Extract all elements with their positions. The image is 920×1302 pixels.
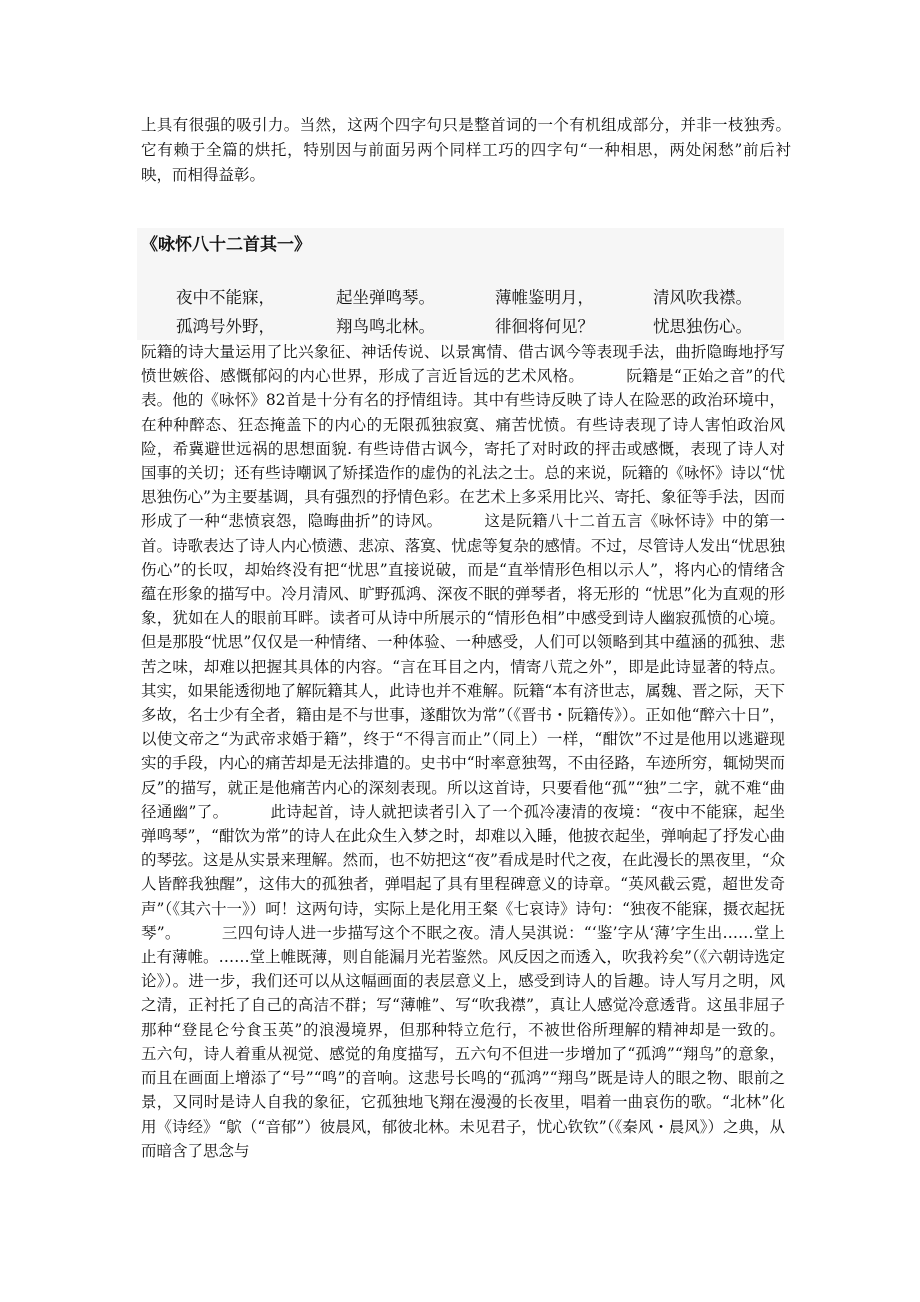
poem-verse: 孤鸿号外野， [176, 317, 275, 336]
poem-verse: 翔鸟鸣北林。 [336, 317, 435, 336]
poem-line-2 [176, 312, 796, 341]
poem-verse: 薄帷鉴明月， [495, 288, 594, 307]
poem-verse: 徘徊将何见？ [495, 317, 594, 336]
poem-line-1 [176, 283, 796, 312]
intro-section [141, 113, 791, 188]
poem-verse: 夜中不能寐， [176, 288, 275, 307]
poem-verse: 起坐弹鸣琴。 [336, 288, 435, 307]
poem-verse: 忧思独伤心。 [653, 317, 752, 336]
poem-block [176, 283, 796, 341]
essay-paragraph: 阮籍的诗大量运用了比兴象征、神话传说、以景寓情、借古讽今等表现手法，曲折隐晦地抒写愤世嫉俗、感慨郁闷的内心世界，形成了言近旨远的艺术风格。 阮籍是“正始之音”的代表。他的《咏怀》82首是十分有名的抒情组诗。其中有些诗反映了诗人在险恶的政治环境中，在种种醉态、狂态掩盖下的内心的无限孤独寂寞、痛苦忧愤。有些诗表现了诗人害怕政治风险，希冀避世远祸的思想面貌. 有些诗借古讽今，寄托了对时政的抨击或感慨，表现了诗人对国事的关切；还有些诗嘲讽了矫揉造作的虚伪的礼法之士。总的来说，阮籍的《咏怀》诗以“忧思独伤心”为主要基调，具有强烈的抒情色彩。在艺术上多采用比兴、寄托、象征等手法，因而形成了一种“悲愤哀怨，隐晦曲折”的诗风。 这是阮籍八十二首五言《咏怀诗》中的第一首。诗歌表达了诗人内心愤懑、悲凉、落寞、忧虑等复杂的感情。不过，尽管诗人发出“忧思独伤心”的长叹，却始终没有把“忧思”直接说破，而是“直举情形色相以示人”，将内心的情绪含蕴在形象的描写中。冷月清风、旷野孤鸿、深夜不眠的弹琴者，将无形的 “忧思”化为直观的形象，犹如在人的眼前耳畔。读者可从诗中所展示的“情形色相”中感受到诗人幽寂孤愤的心境。但是那股“忧思”仅仅是一种情绪、一种体验、一种感受，人们可以领略到其中蕴涵的孤独、悲苦之味，却难以把握其具体的内容。“言在耳目之内，情寄八荒之外”，即是此诗显著的特点。 其实，如果能透彻地了解阮籍其人，此诗也并不难解。阮籍“本有济世志，属魏、晋之际，天下多故，名士少有全者，籍由是不与世事，遂酣饮为常”（《晋书・阮籍传》）。正如他“醉六十日”，以使文帝之“为武帝求婚于籍”，终于“不得言而止”（同上）一样，“酣饮”不过是他用以逃避现实的手段，内心的痛苦却是无法排遣的。史书中“时率意独驾，不由径路，车迹所穷，辄恸哭而反”的描写，就正是他痛苦内心的深刻表现。所以这首诗，只要看他“孤”“独”二字，就不难“曲径通幽”了。 此诗起首，诗人就把读者引入了一个孤冷凄清的夜境：“夜中不能寐，起坐弹鸣琴”，“酣饮为常”的诗人在此众生入梦之时，却难以入睡，他披衣起坐，弹响起了抒发心曲的琴弦。这是从实景来理解。然而，也不妨把这“夜”看成是时代之夜，在此漫长的黑夜里，“众人皆醉我独醒”，这伟大的孤独者，弹唱起了具有里程碑意义的诗章。“英风截云霓，超世发奇声”（《其六十一》）呵！这两句诗，实际上是化用王粲《七哀诗》诗句：“独夜不能寐，摄衣起抚琴”。 三四句诗人进一步描写这个不眠之夜。清人吴淇说：“‘鉴’字从‘薄’字生出……堂上止有薄帷。……堂上帷既薄，则自能漏月光若鉴然。风反因之而透入，吹我衿矣”（《六朝诗选定论》）。进一步，我们还可以从这幅画面的表层意义上，感受到诗人的旨趣。诗人写月之明，风之清，正衬托了自己的高洁不群；写“薄帷”、写“吹我襟”，真让人感觉冷意透背。这虽非屈子那种“登昆仑兮食玉英”的浪漫境界，但那种特立危行，不被世俗所理解的精神却是一致的。 五六句，诗人着重从视觉、感觉的角度描写，五六句不但进一步增加了“孤鸿”“翔鸟”的意象，而且在画面上增添了“号”“鸣”的音响。这悲号长鸣的“孤鸿”“翔鸟”既是诗人的眼之物、眼前之景，又同时是诗人自我的象征，它孤独地飞翔在漫漫的长夜里，唱着一曲哀伤的歌。“北林”化用《诗经》“鴥（“音郁”）彼晨风，郁彼北林。未见君子，忧心钦钦”（《秦风・晨风》）之典，从而暗含了思念与 [141, 343, 825, 1160]
poem-title: 《咏怀八十二首其一》 [141, 235, 311, 255]
essay-section [141, 340, 825, 1163]
poem-verse: 清风吹我襟。 [653, 288, 752, 307]
intro-paragraph: 上具有很强的吸引力。当然，这两个四字句只是整首词的一个有机组成部分，并非一枝独秀。它有赖于全篇的烘托，特别因与前面另两个同样工巧的四字句“一种相思，两处闲愁”前后衬映，而相得益彰。 [141, 116, 791, 184]
